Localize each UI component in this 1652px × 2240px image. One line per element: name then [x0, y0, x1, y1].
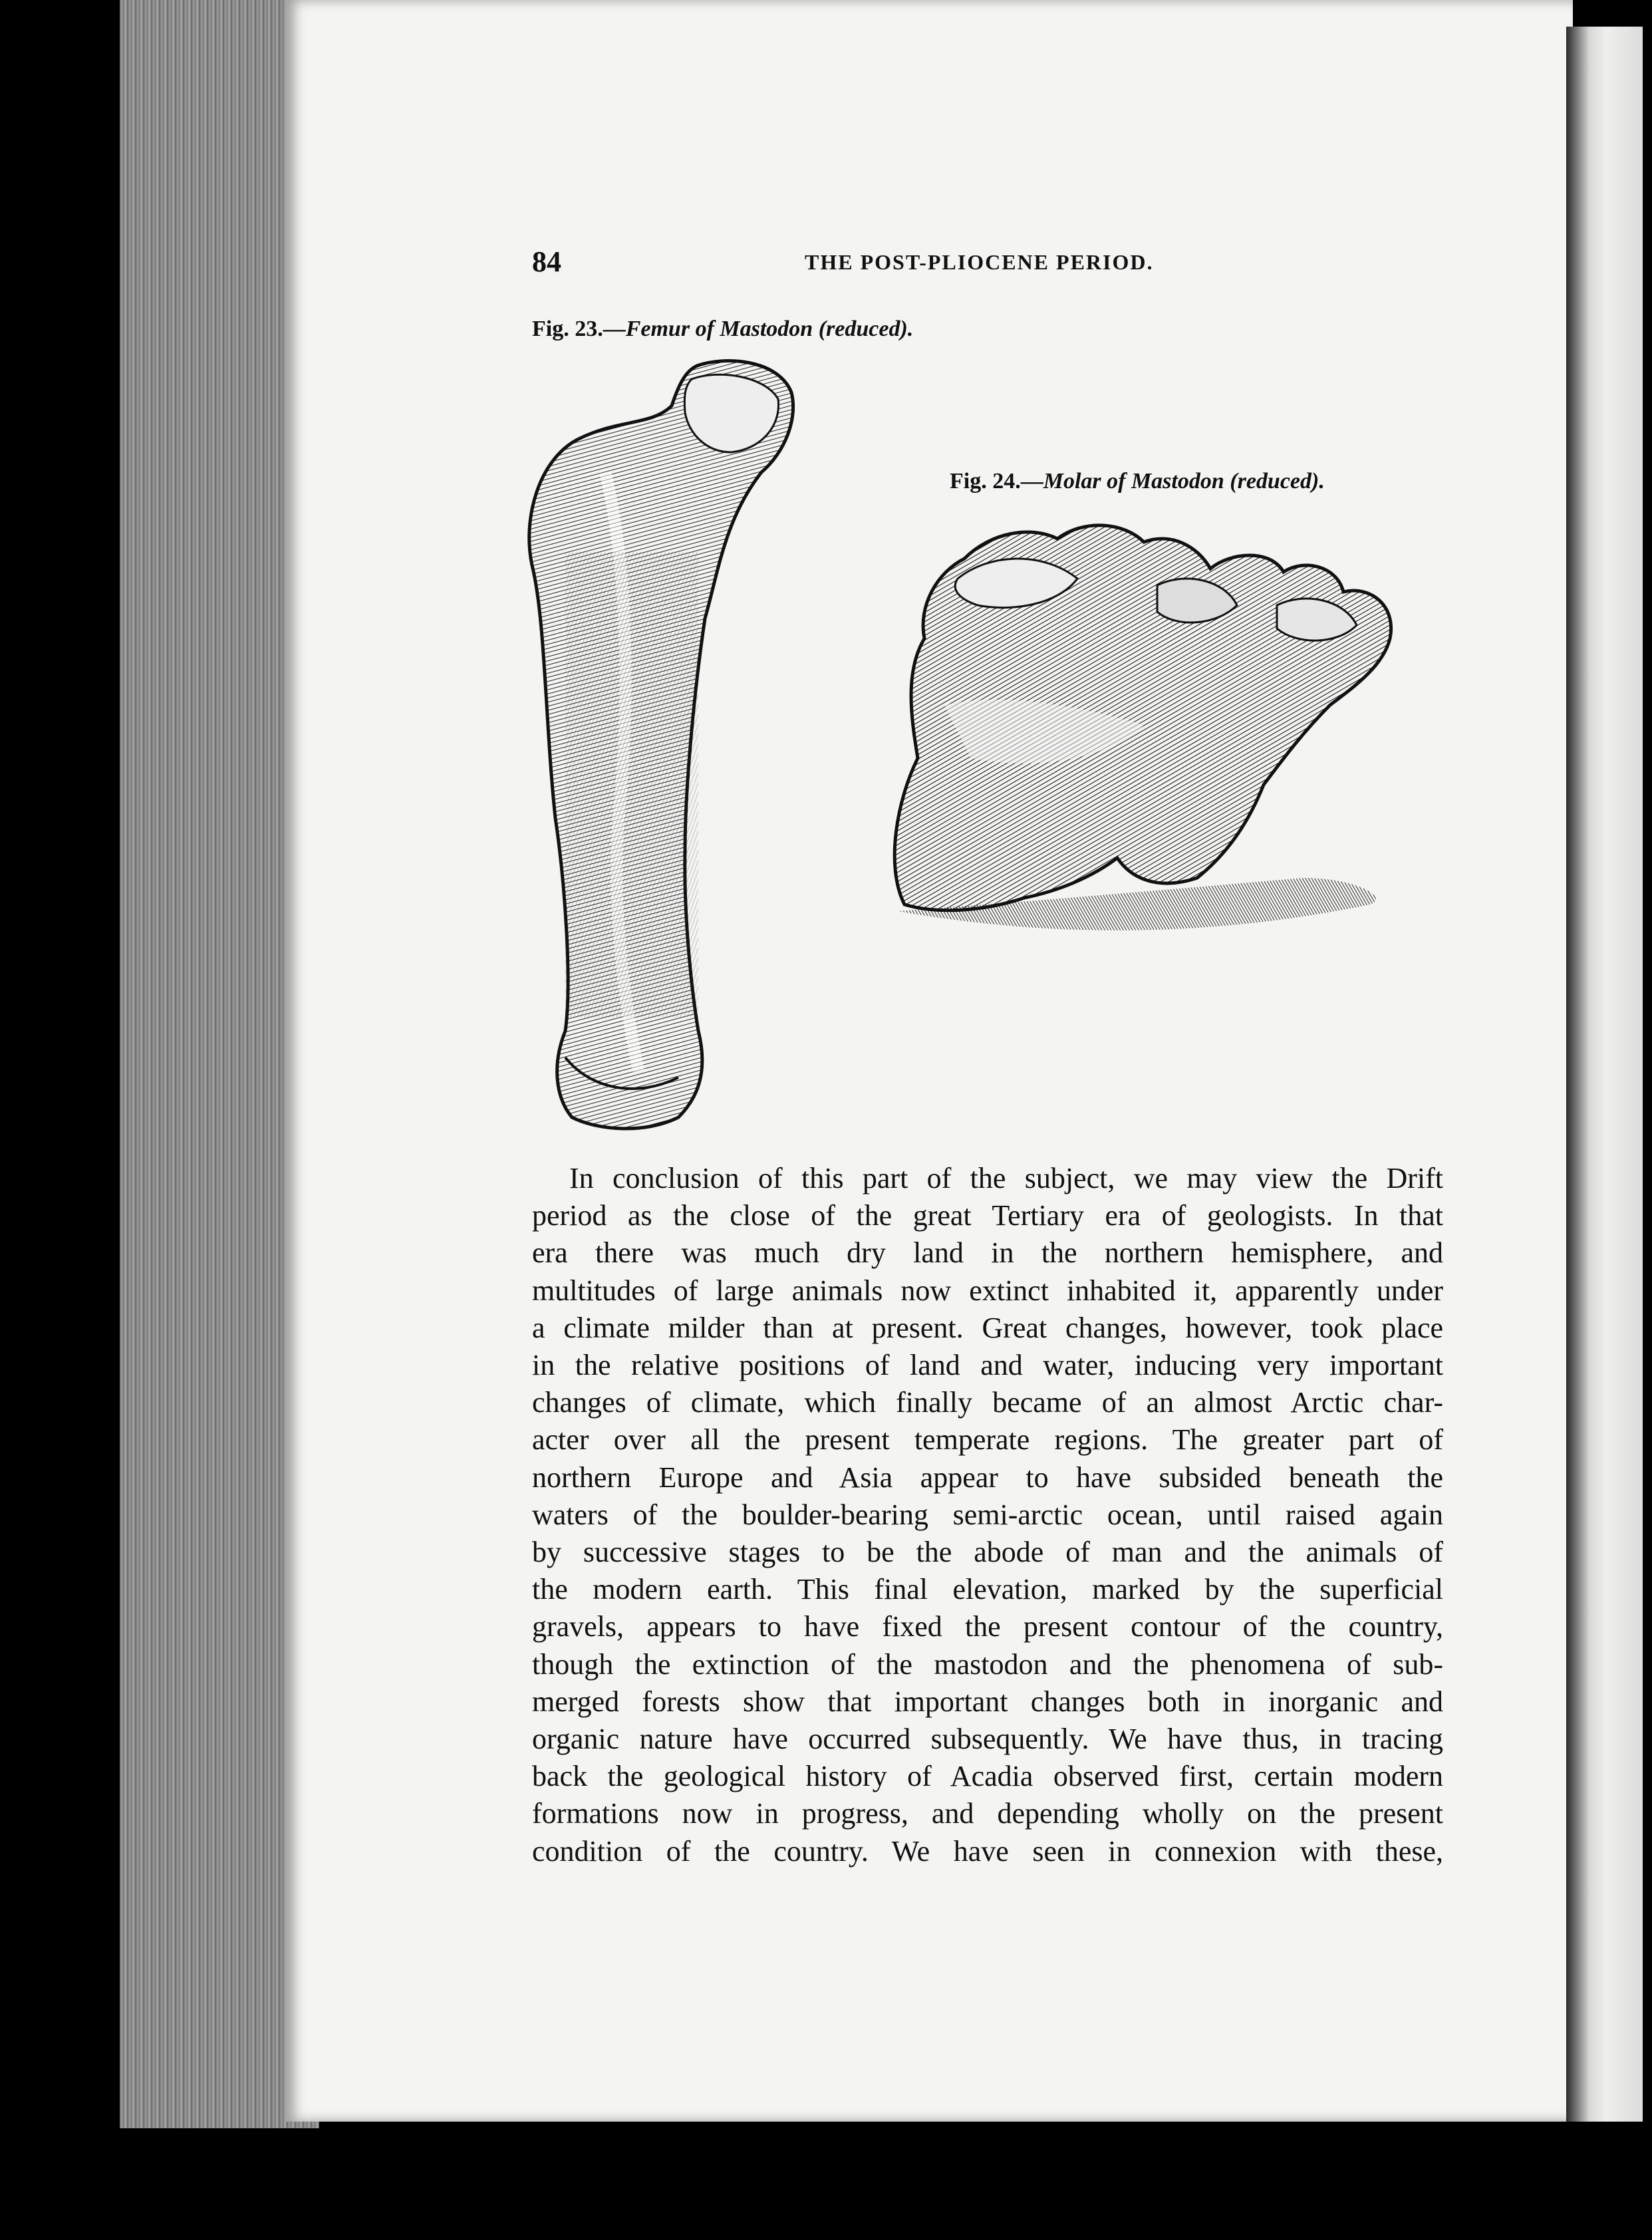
facing-page-edge [1566, 27, 1643, 2122]
figure-23-text: Femur of Mastodon (reduced). [625, 317, 914, 341]
body-line: era there was much dry land in the northern hemisphere, and [532, 1236, 1443, 1270]
body-line: period as the close of the great Tertiary era of geologists. In that [532, 1199, 1443, 1232]
body-line: merged forests show that important changes both in inorganic and [532, 1685, 1443, 1718]
femur-illustration [525, 352, 838, 1151]
body-line: waters of the boulder-bearing semi-arctic ocean, until raised again [532, 1498, 1443, 1531]
page-number: 84 [532, 245, 561, 278]
body-line: in the relative positions of land and water, inducing very important [532, 1349, 1443, 1382]
figure-24-number: Fig. 24.— [950, 469, 1043, 493]
body-line: the modern earth. This final elevation, marked by the superficial [532, 1573, 1443, 1606]
body-line: back the geological history of Acadia observed first, certain modern [532, 1760, 1443, 1793]
body-line: condition of the country. We have seen in connexion with these, [532, 1834, 1443, 1868]
body-line: gravels, appears to have fixed the present contour of the country, [532, 1610, 1443, 1643]
body-line: northern Europe and Asia appear to have subsided beneath the [532, 1461, 1443, 1494]
figure-24-text: Molar of Mastodon (reduced). [1043, 469, 1325, 493]
running-head [532, 245, 1397, 285]
body-line: acter over all the present temperate regions. The greater part of [532, 1423, 1443, 1457]
figure-23-number: Fig. 23.— [532, 317, 626, 341]
figure-24-caption [950, 469, 1325, 494]
body-line: organic nature have occurred subsequently. We have thus, in tracing [532, 1723, 1443, 1756]
body-line: changes of climate, which finally became of an almost Arctic char- [532, 1386, 1443, 1419]
running-title: THE POST-PLIOCENE PERIOD. [805, 250, 1154, 274]
body-line: formations now in progress, and depending wholly on the present [532, 1797, 1443, 1830]
body-line: though the extinction of the mastodon and the phenomena of sub- [532, 1647, 1443, 1681]
body-line: a climate milder than at present. Great changes, however, took place [532, 1311, 1443, 1344]
figure-23-caption [532, 317, 913, 342]
molar-illustration [878, 505, 1437, 971]
body-paragraph [532, 1160, 1443, 1870]
body-line: by successive stages to be the abode of man and the animals of [532, 1536, 1443, 1569]
body-line: In conclusion of this part of the subject, we may view the Drift [569, 1162, 1443, 1194]
body-line: multitudes of large animals now extinct inhabited it, apparently under [532, 1274, 1443, 1307]
